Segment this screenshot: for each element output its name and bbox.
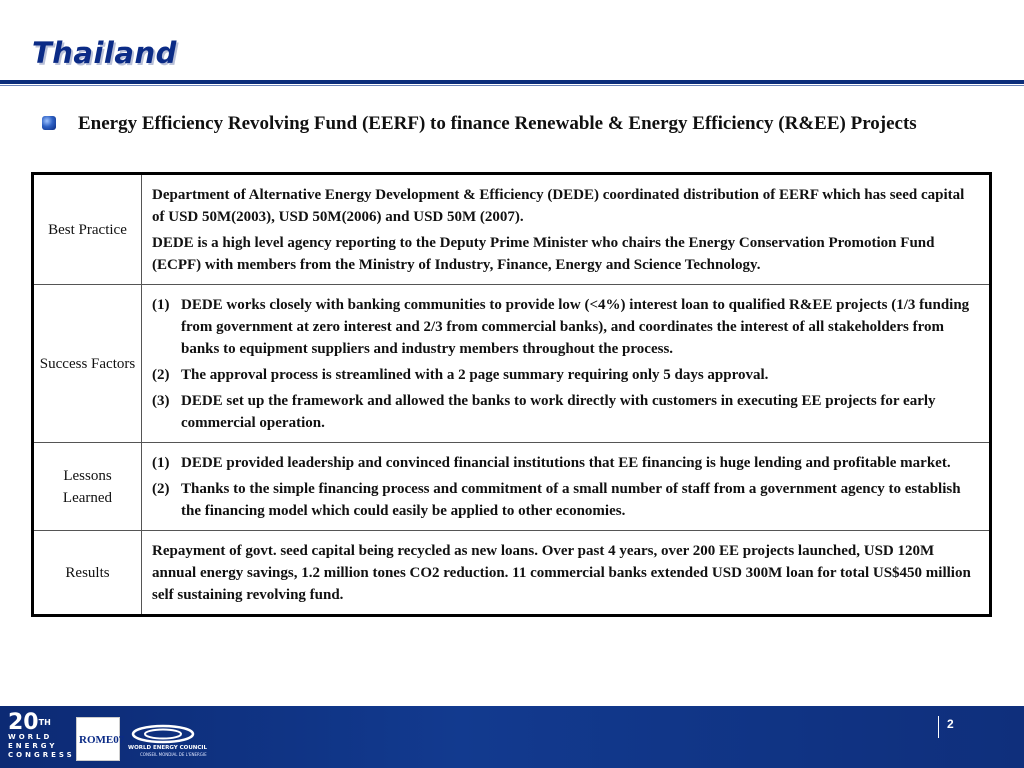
- row-content: [142, 443, 991, 531]
- wec-subtitle: CONSEIL MONDIAL DE L'ENERGIE: [140, 752, 207, 757]
- page-number-divider: [938, 716, 939, 738]
- congress-line: ENERGY: [8, 742, 58, 750]
- list-item: [152, 390, 977, 434]
- row-content: [142, 285, 991, 443]
- wec-globe-icon: [128, 724, 198, 744]
- item-number: (2): [152, 481, 170, 497]
- table-row: [33, 174, 991, 285]
- numbered-list: [152, 294, 977, 434]
- row-label: Lessons Learned: [33, 443, 142, 531]
- row-content: [142, 174, 991, 285]
- congress-suffix: TH: [38, 718, 51, 727]
- title-divider-thin: [0, 85, 1024, 86]
- table-row: [33, 443, 991, 531]
- numbered-list: [152, 452, 977, 522]
- row-paragraph: Department of Alternative Energy Development & Efficiency (DEDE) coordinated distribution of EERF which has seed capital of USD 50M(2003), USD 50M(2006) and USD 50M (2007).: [152, 187, 965, 225]
- row-content: [142, 531, 991, 616]
- title-divider: [0, 80, 1024, 84]
- rome-logo: [76, 717, 125, 761]
- congress-line: CONGRESS: [8, 751, 75, 759]
- row-paragraph: DEDE is a high level agency reporting to the Deputy Prime Minister who chairs the Energy Conservation Promotion Fund (ECPF) with members from the Ministry of Industry, Finance, Energy and Science Technology.: [152, 235, 935, 273]
- wec-name: WORLD ENERGY COUNCIL: [128, 745, 207, 751]
- item-text: DEDE works closely with banking communities to provide low (<4%) interest loan to qualified R&EE projects (1/3 funding from government at zero interest and 2/3 from commercial banks), and coordinates the interest of all stakeholders from banks to equipment suppliers and industry members throughout the process.: [181, 297, 970, 357]
- list-item: [152, 294, 977, 360]
- item-text: DEDE provided leadership and convinced financial institutions that EE financing is huge lending and profitable market.: [181, 455, 951, 471]
- bullet-icon: [42, 116, 56, 130]
- item-number: (2): [152, 367, 170, 383]
- list-item: [152, 452, 977, 474]
- row-label: Results: [33, 531, 142, 616]
- bullet-text: Energy Efficiency Revolving Fund (EERF) to finance Renewable & Energy Efficiency (R&EE) Projects: [78, 113, 917, 134]
- row-label: Success Factors: [33, 285, 142, 443]
- table-row: [33, 531, 991, 616]
- list-item: [152, 478, 977, 522]
- item-text: The approval process is streamlined with a 2 page summary requiring only 5 days approval.: [181, 367, 769, 383]
- row-label: Best Practice: [33, 174, 142, 285]
- row-paragraph: Repayment of govt. seed capital being recycled as new loans. Over past 4 years, over 200 EE projects launched, USD 120M annual energy savings, 1.2 million tones CO2 reduction. 11 commercial banks extended USD 300M loan for total US$450 million self sustaining revolving fund.: [152, 543, 971, 603]
- item-number: (1): [152, 297, 170, 313]
- item-text: Thanks to the simple financing process and commitment of a small number of staff from a government agency to establish the financing model which could easily be applied to other economies.: [181, 481, 961, 519]
- item-number: (1): [152, 455, 170, 471]
- slide-title: Thailand: [32, 36, 177, 70]
- congress-line: WORLD: [8, 733, 53, 741]
- page-number: 2: [947, 717, 954, 731]
- table-row: [33, 285, 991, 443]
- rome-label: ROME: [79, 734, 114, 746]
- congress-number: 20: [8, 710, 39, 735]
- item-text: DEDE set up the framework and allowed the banks to work directly with customers in executing EE projects for early commercial operation.: [181, 393, 936, 431]
- list-item: [152, 364, 977, 386]
- world-energy-congress-logo: [8, 710, 75, 760]
- item-number: (3): [152, 393, 170, 409]
- practice-table: [31, 172, 992, 617]
- footer-bar: [0, 706, 1024, 768]
- rome-year: 07: [113, 734, 125, 746]
